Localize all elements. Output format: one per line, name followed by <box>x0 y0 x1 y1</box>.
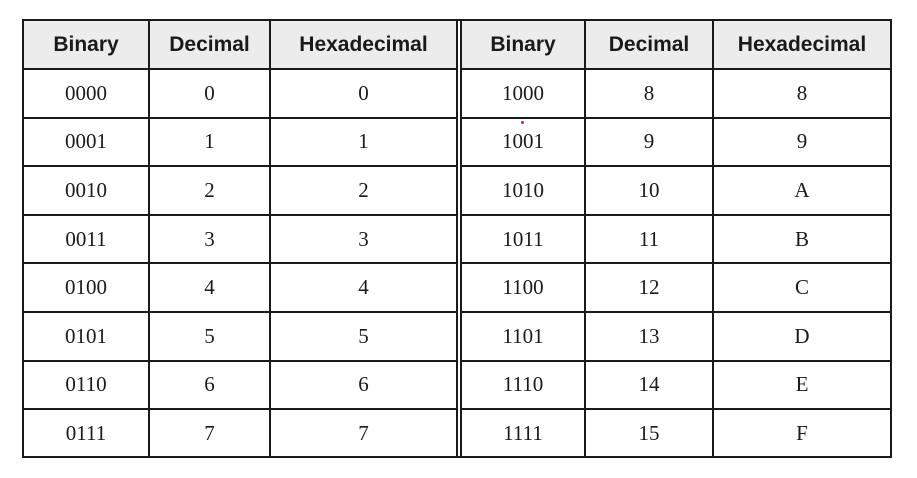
cell-decimal: 2 <box>149 166 270 215</box>
cell-decimal: 5 <box>149 312 270 361</box>
cell-hex: 5 <box>270 312 456 361</box>
cell-binary: 0000 <box>24 69 149 118</box>
header-hexadecimal: Hexadecimal <box>713 21 890 69</box>
cell-decimal: 3 <box>149 215 270 264</box>
header-decimal: Decimal <box>149 21 270 69</box>
table-row <box>462 166 890 215</box>
table-row <box>24 215 456 264</box>
cell-hex: F <box>713 409 890 456</box>
cell-binary: 0110 <box>24 361 149 410</box>
cell-binary: 0100 <box>24 263 149 312</box>
cell-hex: A <box>713 166 890 215</box>
cell-hex: 6 <box>270 361 456 410</box>
table-row <box>24 69 456 118</box>
cell-decimal: 15 <box>585 409 713 456</box>
cursor-dot-marker <box>521 121 524 124</box>
header-row <box>24 21 456 69</box>
table-left <box>24 21 456 456</box>
table-row <box>462 263 890 312</box>
header-decimal: Decimal <box>585 21 713 69</box>
cell-hex: 3 <box>270 215 456 264</box>
table-row <box>24 263 456 312</box>
cell-decimal: 8 <box>585 69 713 118</box>
table-row <box>462 118 890 167</box>
header-binary: Binary <box>462 21 585 69</box>
cell-binary: 0111 <box>24 409 149 456</box>
cell-decimal: 14 <box>585 361 713 410</box>
conversion-table-left-half <box>24 21 462 456</box>
cell-decimal: 11 <box>585 215 713 264</box>
cell-hex: 7 <box>270 409 456 456</box>
conversion-table-right-half <box>462 21 890 456</box>
cell-decimal: 12 <box>585 263 713 312</box>
cell-binary: 1001 <box>462 118 585 167</box>
cell-decimal: 13 <box>585 312 713 361</box>
cell-hex: 9 <box>713 118 890 167</box>
conversion-table <box>22 19 892 458</box>
cell-binary: 0001 <box>24 118 149 167</box>
cell-binary: 1100 <box>462 263 585 312</box>
table-row <box>462 361 890 410</box>
cell-binary: 0010 <box>24 166 149 215</box>
cell-decimal: 4 <box>149 263 270 312</box>
cell-hex: B <box>713 215 890 264</box>
cell-hex: 2 <box>270 166 456 215</box>
table-row <box>462 312 890 361</box>
table-row <box>462 69 890 118</box>
table-right <box>462 21 890 456</box>
cell-hex: D <box>713 312 890 361</box>
header-binary: Binary <box>24 21 149 69</box>
header-hexadecimal: Hexadecimal <box>270 21 456 69</box>
header-row <box>462 21 890 69</box>
cell-hex: 8 <box>713 69 890 118</box>
cell-decimal: 0 <box>149 69 270 118</box>
cell-decimal: 6 <box>149 361 270 410</box>
cell-hex: 0 <box>270 69 456 118</box>
cell-binary: 1111 <box>462 409 585 456</box>
cell-hex: 4 <box>270 263 456 312</box>
cell-hex: C <box>713 263 890 312</box>
table-row <box>24 312 456 361</box>
cell-decimal: 9 <box>585 118 713 167</box>
cell-decimal: 1 <box>149 118 270 167</box>
cell-binary: 1101 <box>462 312 585 361</box>
cell-binary: 1000 <box>462 69 585 118</box>
cell-decimal: 7 <box>149 409 270 456</box>
cell-binary: 1010 <box>462 166 585 215</box>
cell-binary: 0011 <box>24 215 149 264</box>
table-row <box>462 409 890 456</box>
table-row <box>24 361 456 410</box>
table-row <box>24 118 456 167</box>
cell-decimal: 10 <box>585 166 713 215</box>
cell-binary: 1110 <box>462 361 585 410</box>
table-row <box>24 409 456 456</box>
cell-hex: 1 <box>270 118 456 167</box>
cell-binary: 0101 <box>24 312 149 361</box>
cell-binary: 1011 <box>462 215 585 264</box>
cell-hex: E <box>713 361 890 410</box>
table-row <box>462 215 890 264</box>
table-row <box>24 166 456 215</box>
